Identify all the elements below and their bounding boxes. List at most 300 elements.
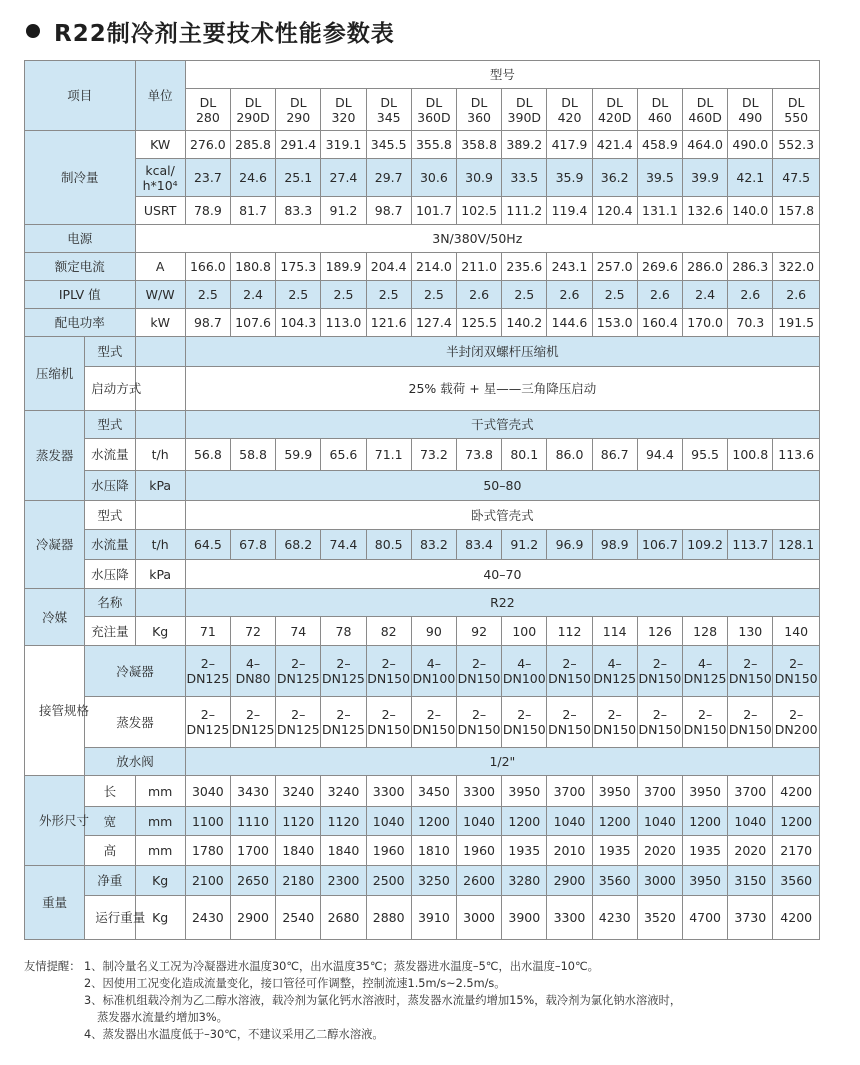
dimension-cell: 1120	[321, 807, 366, 836]
evaporator-flow-cell: 113.6	[773, 439, 820, 471]
dimension-cell: 3700	[637, 776, 682, 807]
model-header-cell-part: DL	[425, 94, 443, 110]
cooling-value-cell: 319.1	[321, 131, 366, 159]
cooling-value-cell: 358.8	[456, 131, 501, 159]
note-line: 3、标准机组载冷剂为乙二醇水溶液，载冷剂为氯化钙水溶液时，蒸发器水流量约增加15%，载冷剂为氯化钠水溶液时，	[84, 994, 682, 1007]
piping-cond-cell	[185, 646, 230, 697]
condenser-label: 冷凝器	[25, 501, 85, 589]
dimension-row-label: 宽	[85, 807, 135, 836]
refrigerant-charge-cell: 90	[411, 617, 456, 646]
cooling-value-cell: 35.9	[547, 159, 592, 197]
condenser-flow-cell: 113.7	[728, 530, 773, 560]
model-header-cell-part: 345	[376, 109, 401, 125]
piping-evap-cell-part: 2–	[245, 707, 261, 722]
rated-current-cell: 211.0	[456, 253, 501, 281]
iplv-cell: 2.5	[321, 281, 366, 309]
piping-cond-cell	[230, 646, 275, 697]
model-header-cell	[456, 89, 501, 131]
iplv-cell: 2.5	[366, 281, 411, 309]
cooling-value-cell: 33.5	[502, 159, 547, 197]
refrigerant-charge-cell: 140	[773, 617, 820, 646]
piping-cond-cell-part: DN150	[548, 671, 591, 686]
rated-current-cell: 269.6	[637, 253, 682, 281]
model-header-cell-part: DL	[651, 94, 669, 110]
evaporator-flow-cell: 71.1	[366, 439, 411, 471]
dimension-cell: 2170	[773, 836, 820, 866]
refrigerant-charge-cell: 130	[728, 617, 773, 646]
cooling-value-cell: 23.7	[185, 159, 230, 197]
piping-evap-cell-part: DN150	[412, 722, 456, 737]
model-header-cell-part: DL	[380, 94, 397, 110]
iplv-cell: 2.5	[276, 281, 321, 309]
piping-evap-cell	[366, 697, 411, 748]
model-header-cell-part: DL	[696, 94, 714, 110]
evaporator-drop-value: 50–80	[185, 471, 819, 501]
power-label: 配电功率	[25, 309, 136, 337]
dimensions-label: 外形尺寸	[25, 776, 85, 866]
power-cell: 104.3	[276, 309, 321, 337]
piping-evap-cell-part: 2–	[789, 707, 804, 722]
piping-cond-cell-part: 4–	[517, 656, 532, 671]
power-cell: 70.3	[728, 309, 773, 337]
piping-evap-cell-part: 2–	[562, 707, 577, 722]
piping-evap-cell-part: 2–	[743, 707, 758, 722]
piping-evap-cell	[502, 697, 547, 748]
piping-evap-cell-part: 2–	[471, 707, 487, 722]
cooling-value-cell: 30.9	[456, 159, 501, 197]
dimension-cell: 1200	[502, 807, 547, 836]
refrigerant-charge-cell: 72	[230, 617, 275, 646]
weight-cell: 4200	[773, 896, 820, 940]
rated-current-cell: 286.3	[728, 253, 773, 281]
condenser-type-unit	[135, 501, 185, 530]
model-header-cell-part: 460D	[688, 109, 722, 125]
evaporator-drop-label: 水压降	[85, 471, 135, 501]
model-header-cell	[411, 89, 456, 131]
piping-evap-cell	[773, 697, 820, 748]
condenser-type-value: 卧式管壳式	[185, 501, 819, 530]
weight-cell: 3000	[637, 866, 682, 896]
dimension-cell: 1935	[592, 836, 637, 866]
model-header-cell-part: 320	[331, 109, 356, 125]
cooling-value-cell: 417.9	[547, 131, 592, 159]
model-header-cell-part: 290	[286, 109, 311, 125]
piping-cond-cell-part: 2–	[200, 656, 215, 671]
power-cell: 153.0	[592, 309, 637, 337]
rated-current-cell: 286.0	[683, 253, 728, 281]
condenser-drop-value: 40–70	[185, 560, 819, 589]
evaporator-drop-unit: kPa	[135, 471, 185, 501]
piping-cond-cell-part: DN80	[235, 671, 271, 686]
piping-cond-cell-part: DN150	[774, 671, 818, 686]
condenser-flow-cell: 67.8	[230, 530, 275, 560]
evaporator-label: 蒸发器	[25, 411, 85, 501]
dimension-cell: 1840	[276, 836, 321, 866]
piping-evap-cell-part: DN150	[367, 722, 411, 737]
evaporator-flow-cell: 94.4	[637, 439, 682, 471]
piping-cond-cell	[276, 646, 321, 697]
iplv-cell: 2.6	[547, 281, 592, 309]
note-line: 4、蒸发器出水温度低于–30℃，不建议采用乙二醇水溶液。	[84, 1028, 384, 1041]
dimension-cell: 1200	[592, 807, 637, 836]
iplv-cell: 2.6	[728, 281, 773, 309]
refrigerant-charge-cell: 92	[456, 617, 501, 646]
weight-label: 重量	[25, 866, 85, 940]
weight-row-label: 净重	[85, 866, 135, 896]
dimension-cell: 1700	[230, 836, 275, 866]
weight-cell: 2900	[547, 866, 592, 896]
weight-cell: 3250	[411, 866, 456, 896]
weight-cell: 3730	[728, 896, 773, 940]
evaporator-flow-label: 水流量	[85, 439, 135, 471]
cooling-value-cell: 140.0	[728, 197, 773, 225]
power-cell: 127.4	[411, 309, 456, 337]
header-model: 型号	[185, 61, 819, 89]
model-header-cell-part: DL	[244, 94, 262, 110]
refrigerant-charge-cell: 100	[502, 617, 547, 646]
dimension-cell: 1960	[366, 836, 411, 866]
piping-cond-cell	[592, 646, 637, 697]
refrigerant-charge-cell: 112	[547, 617, 592, 646]
piping-cond-cell-part: DN150	[457, 671, 501, 686]
model-header-cell	[230, 89, 275, 131]
cooling-value-cell: 464.0	[683, 131, 728, 159]
rated-current-cell: 322.0	[773, 253, 820, 281]
iplv-cell: 2.4	[683, 281, 728, 309]
model-header-cell	[321, 89, 366, 131]
cooling-value-cell: 36.2	[592, 159, 637, 197]
piping-evap-cell-part: DN200	[774, 722, 818, 737]
condenser-flow-cell: 128.1	[773, 530, 820, 560]
rated-current-unit: A	[135, 253, 185, 281]
piping-cond-cell-part: DN100	[502, 671, 546, 686]
rated-current-label: 额定电流	[25, 253, 136, 281]
piping-cond-cell	[637, 646, 682, 697]
dimension-cell: 3240	[276, 776, 321, 807]
model-header-cell-part: 420	[557, 109, 582, 125]
piping-evap-cell	[592, 697, 637, 748]
weight-cell: 3560	[773, 866, 820, 896]
cooling-value-cell: 42.1	[728, 159, 773, 197]
piping-cond-cell-part: DN125	[276, 671, 320, 686]
piping-evap-cell	[456, 697, 501, 748]
piping-cond-cell	[321, 646, 366, 697]
piping-cond-cell-part: 2–	[743, 656, 758, 671]
piping-evap-cell	[728, 697, 773, 748]
compressor-type-value: 半封闭双螺杆压缩机	[185, 337, 819, 367]
model-header-cell-part: DL	[515, 94, 533, 110]
model-header-cell-part: DL	[470, 94, 488, 110]
cooling-value-cell: 345.5	[366, 131, 411, 159]
weight-cell: 3000	[456, 896, 501, 940]
piping-cond-label: 冷凝器	[85, 646, 185, 697]
weight-cell: 2600	[456, 866, 501, 896]
piping-evap-cell-part: DN150	[457, 722, 501, 737]
power-cell: 98.7	[185, 309, 230, 337]
piping-cond-cell-part: 4–	[245, 656, 261, 671]
compressor-start-label: 启动方式	[85, 367, 135, 411]
iplv-cell: 2.5	[502, 281, 547, 309]
piping-evap-cell-part: DN125	[322, 722, 365, 737]
power-unit: kW	[135, 309, 185, 337]
piping-evap-cell-part: DN150	[683, 722, 727, 737]
cooling-value-cell: 389.2	[502, 131, 547, 159]
refrigerant-charge-unit: Kg	[135, 617, 185, 646]
cooling-value-cell: 25.1	[276, 159, 321, 197]
notes-prefix: 友情提醒：	[24, 960, 81, 973]
refrigerant-charge-cell: 128	[683, 617, 728, 646]
condenser-drop-unit: kPa	[135, 560, 185, 589]
cooling-unit: USRT	[135, 197, 185, 225]
condenser-drop-label: 水压降	[85, 560, 135, 589]
piping-cond-cell	[502, 646, 547, 697]
model-header-cell	[502, 89, 547, 131]
weight-cell: 2180	[276, 866, 321, 896]
piping-cond-cell	[456, 646, 501, 697]
model-header-cell-part: DL	[289, 94, 307, 110]
dimension-cell: 1100	[185, 807, 230, 836]
dimension-cell: 1040	[547, 807, 592, 836]
model-header-cell-part: 360	[467, 109, 492, 125]
cooling-value-cell: 157.8	[773, 197, 820, 225]
evaporator-flow-cell: 73.2	[411, 439, 456, 471]
compressor-start-value: 25% 载荷 + 星——三角降压启动	[185, 367, 819, 411]
piping-cond-cell-part: DN125	[322, 671, 365, 686]
cooling-value-cell: 78.9	[185, 197, 230, 225]
evaporator-flow-cell: 86.7	[592, 439, 637, 471]
dimension-cell: 3450	[411, 776, 456, 807]
power-cell: 144.6	[547, 309, 592, 337]
cooling-value-cell: 421.4	[592, 131, 637, 159]
iplv-cell: 2.4	[230, 281, 275, 309]
model-header-cell	[773, 89, 820, 131]
model-header-cell-part: 290D	[236, 109, 270, 125]
refrigerant-name-unit	[135, 589, 185, 617]
weight-row-unit: Kg	[135, 866, 185, 896]
piping-evap-cell	[637, 697, 682, 748]
dimension-cell: 1935	[683, 836, 728, 866]
notes	[24, 958, 681, 1043]
dimension-row-unit: mm	[135, 836, 185, 866]
cooling-value-cell: 111.2	[502, 197, 547, 225]
weight-cell: 2900	[230, 896, 275, 940]
piping-evap-label: 蒸发器	[85, 697, 185, 748]
power-cell: 121.6	[366, 309, 411, 337]
cooling-value-cell: 285.8	[230, 131, 275, 159]
cooling-value-cell: 552.3	[773, 131, 820, 159]
dimension-row-label: 长	[85, 776, 135, 807]
condenser-flow-unit: t/h	[135, 530, 185, 560]
piping-evap-cell-part: 2–	[336, 707, 351, 722]
piping-evap-cell-part: 2–	[698, 707, 713, 722]
cooling-value-cell: 119.4	[547, 197, 592, 225]
piping-cond-cell-part: DN125	[186, 671, 230, 686]
piping-cond-cell-part: DN125	[683, 671, 727, 686]
rated-current-cell: 189.9	[321, 253, 366, 281]
weight-cell: 3910	[411, 896, 456, 940]
cooling-value-cell: 47.5	[773, 159, 820, 197]
model-header-cell-part: DL	[606, 94, 623, 110]
piping-drain-label: 放水阀	[85, 748, 185, 776]
model-header-cell	[728, 89, 773, 131]
cooling-value-cell: 101.7	[411, 197, 456, 225]
condenser-flow-cell: 91.2	[502, 530, 547, 560]
piping-evap-cell	[683, 697, 728, 748]
cooling-value-cell: 291.4	[276, 131, 321, 159]
weight-cell: 2100	[185, 866, 230, 896]
compressor-type-unit	[135, 337, 185, 367]
piping-cond-cell-part: 2–	[471, 656, 487, 671]
weight-cell: 3560	[592, 866, 637, 896]
model-header-cell-part: DL	[199, 94, 217, 110]
cooling-value-cell: 102.5	[456, 197, 501, 225]
dimension-row-unit: mm	[135, 807, 185, 836]
refrigerant-charge-cell: 114	[592, 617, 637, 646]
evaporator-flow-cell: 80.1	[502, 439, 547, 471]
dimension-cell: 3950	[592, 776, 637, 807]
piping-evap-cell-part: DN150	[548, 722, 591, 737]
weight-cell: 2880	[366, 896, 411, 940]
evaporator-flow-unit: t/h	[135, 439, 185, 471]
evaporator-flow-cell: 86.0	[547, 439, 592, 471]
piping-evap-cell	[230, 697, 275, 748]
refrigerant-charge-cell: 74	[276, 617, 321, 646]
rated-current-cell: 214.0	[411, 253, 456, 281]
dimension-cell: 1935	[502, 836, 547, 866]
power-supply-label: 电源	[25, 225, 136, 253]
iplv-label: IPLV 值	[25, 281, 136, 309]
piping-cond-cell	[728, 646, 773, 697]
piping-evap-cell-part: DN150	[502, 722, 546, 737]
piping-evap-cell-part: 2–	[200, 707, 215, 722]
dimension-cell: 1960	[456, 836, 501, 866]
iplv-unit: W/W	[135, 281, 185, 309]
weight-cell: 3300	[547, 896, 592, 940]
weight-cell: 2300	[321, 866, 366, 896]
rated-current-cell: 235.6	[502, 253, 547, 281]
cooling-value-cell: 98.7	[366, 197, 411, 225]
piping-evap-cell-part: 2–	[652, 707, 667, 722]
cooling-unit-part: h*10⁴	[142, 177, 178, 193]
model-header-cell-part: 490	[738, 109, 763, 125]
piping-evap-cell-part: DN150	[638, 722, 682, 737]
piping-evap-cell-part: DN125	[276, 722, 320, 737]
header-unit: 单位	[135, 61, 185, 131]
piping-evap-cell-part: DN125	[186, 722, 230, 737]
dimension-cell: 2020	[637, 836, 682, 866]
condenser-flow-cell: 64.5	[185, 530, 230, 560]
condenser-flow-cell: 68.2	[276, 530, 321, 560]
power-cell: 170.0	[683, 309, 728, 337]
piping-cond-cell-part: 4–	[426, 656, 441, 671]
note-line: 1、制冷量名义工况为冷凝器进水温度30℃，出水温度35℃；蒸发器进水温度–5℃，出水温度–10℃。	[84, 960, 599, 973]
title-row	[26, 14, 395, 48]
piping-evap-cell-part: DN150	[593, 722, 637, 737]
condenser-flow-label: 水流量	[85, 530, 135, 560]
rated-current-cell: 204.4	[366, 253, 411, 281]
cooling-value-cell: 355.8	[411, 131, 456, 159]
iplv-cell: 2.5	[185, 281, 230, 309]
cooling-unit-part: kcal/	[145, 162, 175, 178]
piping-cond-cell-part: 2–	[336, 656, 351, 671]
piping-evap-cell-part: 2–	[291, 707, 306, 722]
dimension-cell: 1200	[773, 807, 820, 836]
spec-table	[24, 60, 820, 940]
cooling-value-cell: 276.0	[185, 131, 230, 159]
piping-cond-cell-part: 2–	[652, 656, 667, 671]
evaporator-flow-cell: 65.6	[321, 439, 366, 471]
dimension-cell: 3040	[185, 776, 230, 807]
dimension-cell: 1040	[728, 807, 773, 836]
power-cell: 160.4	[637, 309, 682, 337]
cooling-value-cell: 30.6	[411, 159, 456, 197]
refrigerant-charge-cell: 78	[321, 617, 366, 646]
piping-evap-cell	[547, 697, 592, 748]
model-header-cell	[637, 89, 682, 131]
model-header-cell	[366, 89, 411, 131]
piping-cond-cell-part: 2–	[291, 656, 306, 671]
refrigerant-charge-label: 充注量	[85, 617, 135, 646]
rated-current-cell: 243.1	[547, 253, 592, 281]
piping-cond-cell-part: DN100	[412, 671, 456, 686]
model-header-cell-part: DL	[742, 94, 759, 110]
condenser-flow-cell: 106.7	[637, 530, 682, 560]
piping-evap-cell-part: DN125	[231, 722, 275, 737]
dimension-cell: 3950	[683, 776, 728, 807]
dimension-cell: 1110	[230, 807, 275, 836]
evaporator-type-unit	[135, 411, 185, 439]
power-cell: 125.5	[456, 309, 501, 337]
cooling-value-cell: 39.5	[637, 159, 682, 197]
evaporator-type-label: 型式	[85, 411, 135, 439]
weight-cell: 4700	[683, 896, 728, 940]
model-header-cell-part: DL	[335, 94, 352, 110]
note-line: 2、因使用工况变化造成流量变化，接口管径可作调整，控制流速1.5m/s~2.5m/s。	[84, 977, 506, 990]
compressor-label: 压缩机	[25, 337, 85, 411]
condenser-flow-cell: 83.2	[411, 530, 456, 560]
condenser-flow-cell: 80.5	[366, 530, 411, 560]
model-header-cell	[276, 89, 321, 131]
power-cell: 113.0	[321, 309, 366, 337]
evaporator-flow-cell: 58.8	[230, 439, 275, 471]
piping-cond-cell-part: 2–	[381, 656, 396, 671]
piping-label: 接管规格	[25, 646, 85, 776]
piping-evap-cell-part: DN150	[728, 722, 772, 737]
dimension-cell: 2020	[728, 836, 773, 866]
dimension-cell: 3700	[728, 776, 773, 807]
dimension-cell: 3300	[366, 776, 411, 807]
weight-cell: 3520	[637, 896, 682, 940]
evaporator-flow-cell: 59.9	[276, 439, 321, 471]
evaporator-type-value: 干式管壳式	[185, 411, 819, 439]
dimension-cell: 4200	[773, 776, 820, 807]
cooling-value-cell: 83.3	[276, 197, 321, 225]
model-header-cell	[592, 89, 637, 131]
evaporator-flow-cell: 100.8	[728, 439, 773, 471]
model-header-cell-part: 460	[647, 109, 672, 125]
model-header-cell	[683, 89, 728, 131]
dimension-cell: 1200	[683, 807, 728, 836]
weight-cell: 3150	[728, 866, 773, 896]
cooling-value-cell: 29.7	[366, 159, 411, 197]
refrigerant-charge-cell: 71	[185, 617, 230, 646]
weight-cell: 2540	[276, 896, 321, 940]
power-cell: 191.5	[773, 309, 820, 337]
piping-evap-cell	[321, 697, 366, 748]
piping-cond-cell-part: 4–	[607, 656, 622, 671]
header-item: 项目	[25, 61, 136, 131]
piping-cond-cell-part: DN150	[728, 671, 772, 686]
